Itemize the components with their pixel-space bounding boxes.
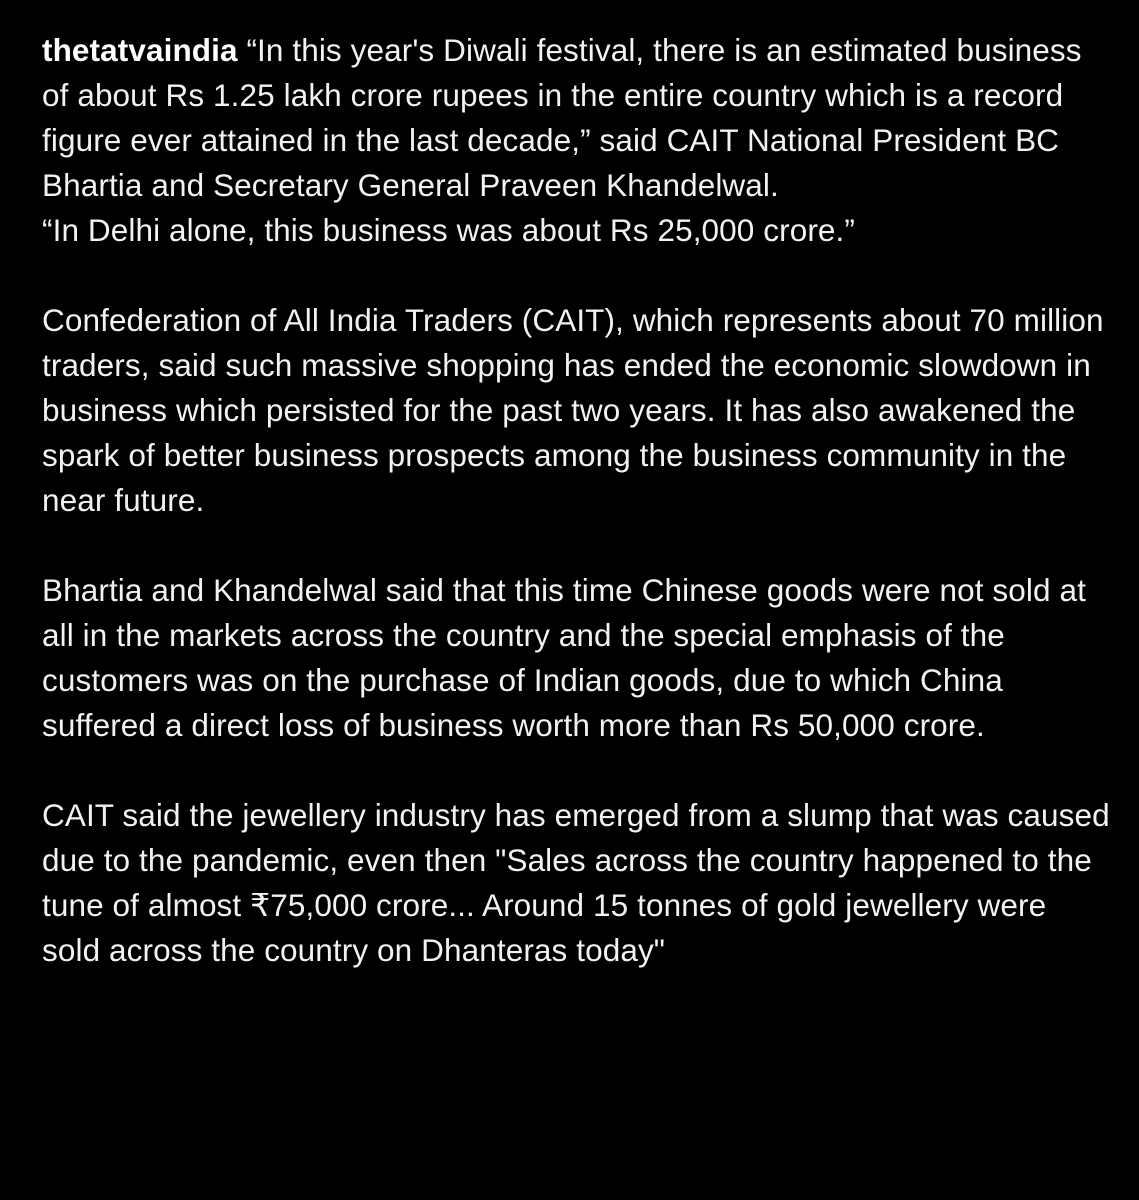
paragraph-spacer — [42, 253, 1112, 298]
caption-text-1: “In this year's Diwali festival, there is an estimated business of about Rs 1.25 lakh crore rupees in the entire country which is a record figure ever attained in the last decade,” said CAIT National President BC Bhartia and Secretary General Praveen Khandelwal. — [42, 32, 1082, 203]
username-link[interactable]: thetatvaindia — [42, 32, 238, 68]
caption-paragraph-3: Confederation of All India Traders (CAIT), which represents about 70 million traders, said such massive shopping has ended the economic slowdown in business which persisted for the past two years. It has also awakened the spark of better business prospects among the business community in the near future. — [42, 302, 1104, 518]
caption-paragraph-5: CAIT said the jewellery industry has emerged from a slump that was caused due to the pandemic, even then "Sales across the country happened to the tune of almost ₹75,000 crore... Around 15 tonnes of gold jewellery were sold across the country on Dhanteras today" — [42, 797, 1110, 968]
paragraph-spacer — [42, 523, 1112, 568]
caption-paragraph-4: Bhartia and Khandelwal said that this time Chinese goods were not sold at all in the markets across the country and the special emphasis of the customers was on the purchase of Indian goods, due to which China suffered a direct loss of business worth more than Rs 50,000 crore. — [42, 572, 1086, 743]
caption-paragraph-1 — [42, 28, 1112, 208]
post-caption — [42, 28, 1112, 973]
paragraph-spacer — [42, 748, 1112, 793]
caption-paragraph-2: “In Delhi alone, this business was about Rs 25,000 crore.” — [42, 212, 855, 248]
